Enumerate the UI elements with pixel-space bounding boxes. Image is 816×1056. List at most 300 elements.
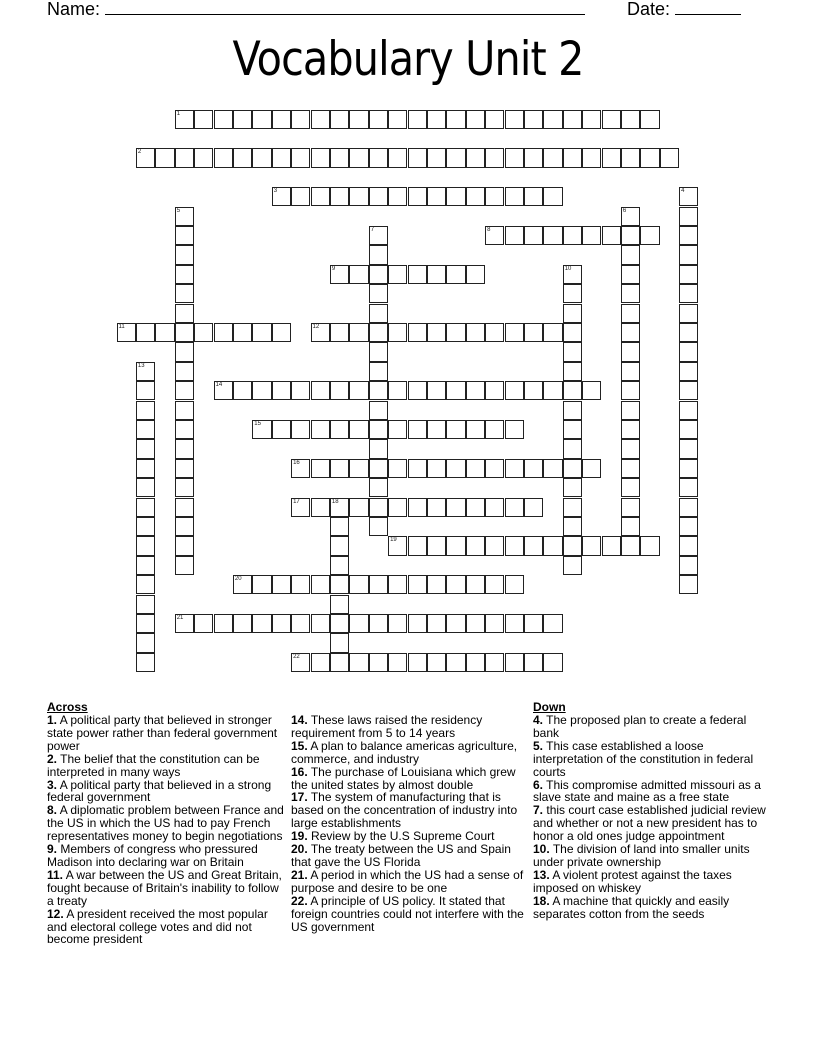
grid-cell[interactable]: [233, 323, 252, 342]
grid-cell[interactable]: [446, 110, 465, 129]
grid-cell[interactable]: [272, 148, 291, 167]
grid-cell[interactable]: [330, 187, 349, 206]
grid-cell[interactable]: [621, 110, 640, 129]
grid-cell[interactable]: [136, 148, 155, 167]
grid-cell[interactable]: [446, 265, 465, 284]
grid-cell[interactable]: [621, 420, 640, 439]
grid-cell[interactable]: [311, 575, 330, 594]
grid-cell[interactable]: [369, 459, 388, 478]
grid-cell[interactable]: [252, 575, 271, 594]
grid-cell[interactable]: [524, 381, 543, 400]
grid-cell[interactable]: [155, 323, 174, 342]
grid-cell[interactable]: [311, 420, 330, 439]
grid-cell[interactable]: [640, 536, 659, 555]
grid-cell[interactable]: [524, 110, 543, 129]
grid-cell[interactable]: [136, 536, 155, 555]
grid-cell[interactable]: [272, 381, 291, 400]
grid-cell[interactable]: [543, 148, 562, 167]
grid-cell[interactable]: [291, 575, 310, 594]
grid-cell[interactable]: [272, 420, 291, 439]
grid-cell[interactable]: [369, 614, 388, 633]
grid-cell[interactable]: [679, 342, 698, 361]
grid-cell[interactable]: [563, 362, 582, 381]
grid-cell[interactable]: [602, 110, 621, 129]
grid-cell[interactable]: [640, 148, 659, 167]
grid-cell[interactable]: [252, 614, 271, 633]
grid-cell[interactable]: [369, 148, 388, 167]
grid-cell[interactable]: [330, 614, 349, 633]
grid-cell[interactable]: [388, 148, 407, 167]
grid-cell[interactable]: [369, 498, 388, 517]
grid-cell[interactable]: [621, 381, 640, 400]
grid-cell[interactable]: [679, 439, 698, 458]
grid-cell[interactable]: [621, 342, 640, 361]
grid-cell[interactable]: [621, 401, 640, 420]
grid-cell[interactable]: [136, 556, 155, 575]
grid-cell[interactable]: [543, 459, 562, 478]
grid-cell[interactable]: [136, 323, 155, 342]
grid-cell[interactable]: [330, 265, 349, 284]
grid-cell[interactable]: [679, 245, 698, 264]
grid-cell[interactable]: [563, 110, 582, 129]
grid-cell[interactable]: [524, 323, 543, 342]
grid-cell[interactable]: [214, 323, 233, 342]
grid-cell[interactable]: [233, 614, 252, 633]
grid-cell[interactable]: [446, 459, 465, 478]
grid-cell[interactable]: [466, 459, 485, 478]
grid-cell[interactable]: [175, 265, 194, 284]
grid-cell[interactable]: [175, 556, 194, 575]
grid-cell[interactable]: [485, 226, 504, 245]
grid-cell[interactable]: [349, 614, 368, 633]
grid-cell[interactable]: [621, 226, 640, 245]
grid-cell[interactable]: [505, 110, 524, 129]
grid-cell[interactable]: [369, 653, 388, 672]
grid-cell[interactable]: [563, 148, 582, 167]
grid-cell[interactable]: [330, 653, 349, 672]
grid-cell[interactable]: [330, 517, 349, 536]
grid-cell[interactable]: [291, 420, 310, 439]
grid-cell[interactable]: [369, 245, 388, 264]
grid-cell[interactable]: [408, 110, 427, 129]
grid-cell[interactable]: [485, 459, 504, 478]
grid-cell[interactable]: [582, 536, 601, 555]
grid-cell[interactable]: [621, 478, 640, 497]
grid-cell[interactable]: [330, 148, 349, 167]
grid-cell[interactable]: [388, 187, 407, 206]
grid-cell[interactable]: [388, 536, 407, 555]
grid-cell[interactable]: [621, 148, 640, 167]
grid-cell[interactable]: [621, 284, 640, 303]
grid-cell[interactable]: [136, 362, 155, 381]
grid-cell[interactable]: [543, 536, 562, 555]
grid-cell[interactable]: [252, 110, 271, 129]
grid-cell[interactable]: [446, 498, 465, 517]
grid-cell[interactable]: [194, 323, 213, 342]
grid-cell[interactable]: [175, 110, 194, 129]
grid-cell[interactable]: [466, 110, 485, 129]
grid-cell[interactable]: [485, 420, 504, 439]
grid-cell[interactable]: [408, 498, 427, 517]
grid-cell[interactable]: [563, 226, 582, 245]
grid-cell[interactable]: [175, 517, 194, 536]
grid-cell[interactable]: [505, 498, 524, 517]
grid-cell[interactable]: [408, 614, 427, 633]
grid-cell[interactable]: [194, 148, 213, 167]
grid-cell[interactable]: [388, 575, 407, 594]
grid-cell[interactable]: [233, 110, 252, 129]
grid-cell[interactable]: [563, 498, 582, 517]
grid-cell[interactable]: [621, 362, 640, 381]
grid-cell[interactable]: [252, 381, 271, 400]
grid-cell[interactable]: [136, 653, 155, 672]
grid-cell[interactable]: [621, 498, 640, 517]
grid-cell[interactable]: [679, 381, 698, 400]
grid-cell[interactable]: [563, 478, 582, 497]
grid-cell[interactable]: [466, 614, 485, 633]
grid-cell[interactable]: [524, 148, 543, 167]
grid-cell[interactable]: [349, 381, 368, 400]
grid-cell[interactable]: [485, 187, 504, 206]
grid-cell[interactable]: [466, 420, 485, 439]
grid-cell[interactable]: [505, 653, 524, 672]
grid-cell[interactable]: [369, 323, 388, 342]
grid-cell[interactable]: [369, 226, 388, 245]
grid-cell[interactable]: [505, 226, 524, 245]
grid-cell[interactable]: [311, 459, 330, 478]
grid-cell[interactable]: [679, 265, 698, 284]
grid-cell[interactable]: [136, 633, 155, 652]
grid-cell[interactable]: [543, 614, 562, 633]
grid-cell[interactable]: [311, 614, 330, 633]
grid-cell[interactable]: [136, 595, 155, 614]
grid-cell[interactable]: [117, 323, 136, 342]
grid-cell[interactable]: [388, 614, 407, 633]
grid-cell[interactable]: [466, 653, 485, 672]
grid-cell[interactable]: [446, 381, 465, 400]
grid-cell[interactable]: [311, 498, 330, 517]
grid-cell[interactable]: [563, 284, 582, 303]
grid-cell[interactable]: [175, 420, 194, 439]
grid-cell[interactable]: [388, 420, 407, 439]
grid-cell[interactable]: [349, 265, 368, 284]
grid-cell[interactable]: [349, 653, 368, 672]
grid-cell[interactable]: [679, 536, 698, 555]
grid-cell[interactable]: [330, 536, 349, 555]
grid-cell[interactable]: [563, 459, 582, 478]
grid-cell[interactable]: [543, 110, 562, 129]
grid-cell[interactable]: [369, 110, 388, 129]
grid-cell[interactable]: [408, 420, 427, 439]
grid-cell[interactable]: [485, 148, 504, 167]
grid-cell[interactable]: [194, 614, 213, 633]
grid-cell[interactable]: [175, 207, 194, 226]
grid-cell[interactable]: [524, 614, 543, 633]
grid-cell[interactable]: [175, 342, 194, 361]
grid-cell[interactable]: [388, 110, 407, 129]
grid-cell[interactable]: [369, 284, 388, 303]
grid-cell[interactable]: [175, 401, 194, 420]
grid-cell[interactable]: [485, 653, 504, 672]
grid-cell[interactable]: [175, 148, 194, 167]
grid-cell[interactable]: [466, 498, 485, 517]
grid-cell[interactable]: [408, 323, 427, 342]
grid-cell[interactable]: [505, 420, 524, 439]
grid-cell[interactable]: [175, 439, 194, 458]
grid-cell[interactable]: [505, 575, 524, 594]
grid-cell[interactable]: [485, 536, 504, 555]
grid-cell[interactable]: [175, 284, 194, 303]
grid-cell[interactable]: [291, 653, 310, 672]
grid-cell[interactable]: [524, 187, 543, 206]
grid-cell[interactable]: [505, 614, 524, 633]
grid-cell[interactable]: [427, 614, 446, 633]
grid-cell[interactable]: [136, 614, 155, 633]
grid-cell[interactable]: [214, 148, 233, 167]
grid-cell[interactable]: [563, 265, 582, 284]
grid-cell[interactable]: [214, 110, 233, 129]
grid-cell[interactable]: [155, 148, 174, 167]
grid-cell[interactable]: [679, 459, 698, 478]
grid-cell[interactable]: [408, 148, 427, 167]
grid-cell[interactable]: [330, 575, 349, 594]
grid-cell[interactable]: [136, 420, 155, 439]
grid-cell[interactable]: [427, 323, 446, 342]
grid-cell[interactable]: [194, 110, 213, 129]
grid-cell[interactable]: [136, 575, 155, 594]
grid-cell[interactable]: [349, 459, 368, 478]
grid-cell[interactable]: [679, 284, 698, 303]
grid-cell[interactable]: [505, 381, 524, 400]
grid-cell[interactable]: [485, 498, 504, 517]
grid-cell[interactable]: [446, 148, 465, 167]
grid-cell[interactable]: [679, 226, 698, 245]
grid-cell[interactable]: [427, 498, 446, 517]
grid-cell[interactable]: [291, 381, 310, 400]
grid-cell[interactable]: [679, 323, 698, 342]
grid-cell[interactable]: [543, 187, 562, 206]
grid-cell[interactable]: [349, 498, 368, 517]
grid-cell[interactable]: [505, 148, 524, 167]
grid-cell[interactable]: [408, 653, 427, 672]
grid-cell[interactable]: [330, 323, 349, 342]
grid-cell[interactable]: [505, 187, 524, 206]
grid-cell[interactable]: [408, 381, 427, 400]
grid-cell[interactable]: [679, 517, 698, 536]
grid-cell[interactable]: [446, 187, 465, 206]
grid-cell[interactable]: [272, 110, 291, 129]
grid-cell[interactable]: [466, 575, 485, 594]
grid-cell[interactable]: [369, 265, 388, 284]
grid-cell[interactable]: [330, 381, 349, 400]
grid-cell[interactable]: [427, 110, 446, 129]
grid-cell[interactable]: [679, 362, 698, 381]
grid-cell[interactable]: [466, 265, 485, 284]
grid-cell[interactable]: [679, 401, 698, 420]
grid-cell[interactable]: [136, 381, 155, 400]
grid-cell[interactable]: [505, 459, 524, 478]
grid-cell[interactable]: [563, 381, 582, 400]
grid-cell[interactable]: [369, 304, 388, 323]
grid-cell[interactable]: [349, 148, 368, 167]
grid-cell[interactable]: [311, 323, 330, 342]
grid-cell[interactable]: [621, 536, 640, 555]
grid-cell[interactable]: [543, 323, 562, 342]
grid-cell[interactable]: [427, 653, 446, 672]
grid-cell[interactable]: [621, 207, 640, 226]
grid-cell[interactable]: [543, 226, 562, 245]
grid-cell[interactable]: [427, 381, 446, 400]
grid-cell[interactable]: [524, 226, 543, 245]
grid-cell[interactable]: [388, 381, 407, 400]
grid-cell[interactable]: [408, 575, 427, 594]
grid-cell[interactable]: [369, 478, 388, 497]
grid-cell[interactable]: [175, 536, 194, 555]
grid-cell[interactable]: [621, 304, 640, 323]
grid-cell[interactable]: [679, 187, 698, 206]
grid-cell[interactable]: [427, 148, 446, 167]
grid-cell[interactable]: [563, 401, 582, 420]
grid-cell[interactable]: [388, 265, 407, 284]
grid-cell[interactable]: [427, 187, 446, 206]
grid-cell[interactable]: [175, 226, 194, 245]
grid-cell[interactable]: [175, 459, 194, 478]
grid-cell[interactable]: [233, 575, 252, 594]
grid-cell[interactable]: [349, 110, 368, 129]
grid-cell[interactable]: [446, 536, 465, 555]
grid-cell[interactable]: [563, 420, 582, 439]
grid-cell[interactable]: [582, 148, 601, 167]
grid-cell[interactable]: [543, 653, 562, 672]
grid-cell[interactable]: [602, 148, 621, 167]
grid-cell[interactable]: [563, 304, 582, 323]
grid-cell[interactable]: [330, 498, 349, 517]
grid-cell[interactable]: [621, 459, 640, 478]
grid-cell[interactable]: [291, 148, 310, 167]
grid-cell[interactable]: [349, 323, 368, 342]
grid-cell[interactable]: [175, 245, 194, 264]
grid-cell[interactable]: [311, 110, 330, 129]
grid-cell[interactable]: [291, 110, 310, 129]
grid-cell[interactable]: [621, 265, 640, 284]
grid-cell[interactable]: [388, 323, 407, 342]
grid-cell[interactable]: [466, 536, 485, 555]
grid-cell[interactable]: [233, 148, 252, 167]
grid-cell[interactable]: [369, 517, 388, 536]
grid-cell[interactable]: [175, 498, 194, 517]
grid-cell[interactable]: [543, 381, 562, 400]
grid-cell[interactable]: [427, 575, 446, 594]
grid-cell[interactable]: [136, 517, 155, 536]
grid-cell[interactable]: [679, 498, 698, 517]
grid-cell[interactable]: [388, 653, 407, 672]
grid-cell[interactable]: [291, 459, 310, 478]
grid-cell[interactable]: [272, 323, 291, 342]
grid-cell[interactable]: [505, 536, 524, 555]
grid-cell[interactable]: [466, 323, 485, 342]
grid-cell[interactable]: [175, 478, 194, 497]
grid-cell[interactable]: [427, 459, 446, 478]
grid-cell[interactable]: [175, 614, 194, 633]
grid-cell[interactable]: [369, 401, 388, 420]
grid-cell[interactable]: [446, 420, 465, 439]
grid-cell[interactable]: [136, 498, 155, 517]
grid-cell[interactable]: [408, 459, 427, 478]
grid-cell[interactable]: [330, 420, 349, 439]
grid-cell[interactable]: [582, 226, 601, 245]
grid-cell[interactable]: [330, 595, 349, 614]
grid-cell[interactable]: [660, 148, 679, 167]
grid-cell[interactable]: [369, 342, 388, 361]
grid-cell[interactable]: [349, 420, 368, 439]
grid-cell[interactable]: [272, 575, 291, 594]
grid-cell[interactable]: [505, 323, 524, 342]
grid-cell[interactable]: [427, 536, 446, 555]
grid-cell[interactable]: [563, 536, 582, 555]
grid-cell[interactable]: [369, 362, 388, 381]
grid-cell[interactable]: [679, 575, 698, 594]
grid-cell[interactable]: [582, 459, 601, 478]
grid-cell[interactable]: [563, 342, 582, 361]
grid-cell[interactable]: [563, 556, 582, 575]
grid-cell[interactable]: [446, 575, 465, 594]
grid-cell[interactable]: [602, 226, 621, 245]
grid-cell[interactable]: [388, 459, 407, 478]
grid-cell[interactable]: [136, 439, 155, 458]
grid-cell[interactable]: [524, 498, 543, 517]
grid-cell[interactable]: [621, 245, 640, 264]
grid-cell[interactable]: [679, 420, 698, 439]
grid-cell[interactable]: [388, 498, 407, 517]
grid-cell[interactable]: [214, 381, 233, 400]
grid-cell[interactable]: [582, 110, 601, 129]
grid-cell[interactable]: [214, 614, 233, 633]
grid-cell[interactable]: [563, 517, 582, 536]
grid-cell[interactable]: [175, 304, 194, 323]
grid-cell[interactable]: [136, 478, 155, 497]
grid-cell[interactable]: [369, 420, 388, 439]
grid-cell[interactable]: [485, 614, 504, 633]
grid-cell[interactable]: [466, 148, 485, 167]
grid-cell[interactable]: [369, 381, 388, 400]
grid-cell[interactable]: [369, 575, 388, 594]
grid-cell[interactable]: [252, 420, 271, 439]
grid-cell[interactable]: [330, 556, 349, 575]
grid-cell[interactable]: [679, 478, 698, 497]
grid-cell[interactable]: [175, 362, 194, 381]
grid-cell[interactable]: [311, 187, 330, 206]
grid-cell[interactable]: [272, 187, 291, 206]
grid-cell[interactable]: [485, 323, 504, 342]
grid-cell[interactable]: [485, 110, 504, 129]
grid-cell[interactable]: [136, 459, 155, 478]
grid-cell[interactable]: [485, 381, 504, 400]
grid-cell[interactable]: [679, 207, 698, 226]
grid-cell[interactable]: [679, 556, 698, 575]
grid-cell[interactable]: [621, 517, 640, 536]
grid-cell[interactable]: [369, 187, 388, 206]
grid-cell[interactable]: [446, 323, 465, 342]
grid-cell[interactable]: [349, 187, 368, 206]
grid-cell[interactable]: [621, 439, 640, 458]
grid-cell[interactable]: [408, 187, 427, 206]
grid-cell[interactable]: [640, 110, 659, 129]
grid-cell[interactable]: [291, 498, 310, 517]
grid-cell[interactable]: [640, 226, 659, 245]
grid-cell[interactable]: [427, 420, 446, 439]
grid-cell[interactable]: [369, 439, 388, 458]
grid-cell[interactable]: [330, 633, 349, 652]
